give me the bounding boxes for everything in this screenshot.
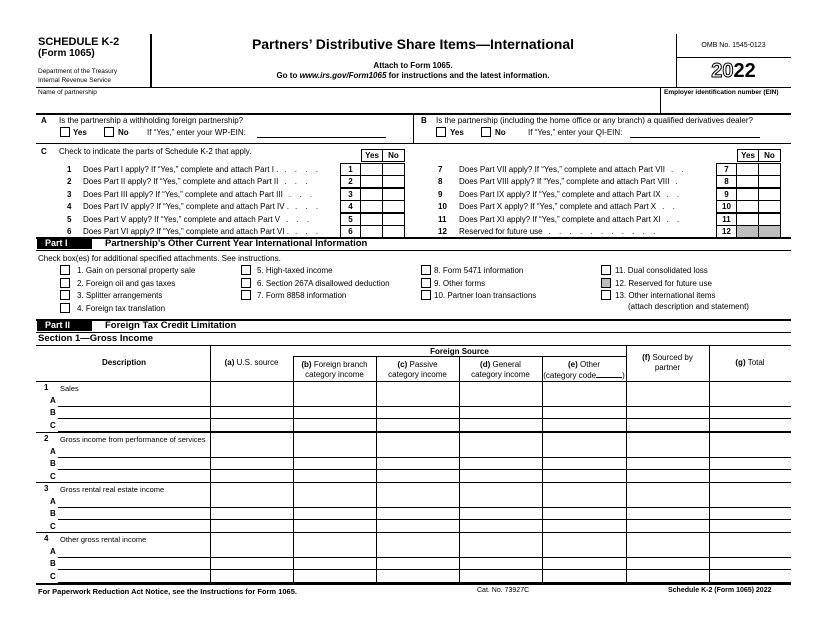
ein-label: Employer identification number (EIN) bbox=[664, 89, 779, 96]
col-a-header: (a) U.S. source bbox=[224, 358, 279, 367]
schedule-name: SCHEDULE K-2 bbox=[38, 36, 120, 48]
c-item-number: 10 bbox=[438, 202, 447, 211]
amount-cell[interactable] bbox=[710, 445, 791, 457]
footer-form-id: Schedule K-2 (Form 1065) 2022 bbox=[668, 587, 772, 594]
income-sub-letter: A bbox=[50, 547, 56, 556]
amount-cell[interactable] bbox=[294, 394, 376, 406]
income-sub-letter: A bbox=[50, 396, 56, 405]
amount-cell[interactable] bbox=[211, 545, 293, 557]
amount-cell[interactable] bbox=[543, 495, 626, 507]
amount-cell[interactable] bbox=[460, 470, 542, 482]
b-if-yes-label: If “Yes,” enter your QI-EIN: bbox=[528, 128, 623, 137]
amount-cell[interactable] bbox=[211, 495, 293, 507]
c-line-number-box: 6 bbox=[340, 225, 361, 238]
section1-title: Section 1—Gross Income bbox=[38, 333, 154, 344]
amount-cell[interactable] bbox=[543, 507, 626, 519]
amount-cell[interactable] bbox=[543, 457, 626, 469]
c-item-question: Does Part II apply? If “Yes,” complete and attach Part II . . . bbox=[83, 177, 311, 186]
b-yes-label: Yes bbox=[450, 128, 464, 137]
amount-cell[interactable] bbox=[710, 495, 791, 507]
tax-year: 2022 bbox=[711, 60, 756, 82]
col-g-header: (g) Total bbox=[735, 358, 765, 367]
c-item-question: Does Part VI apply? If “Yes,” complete and attach Part VI . . . . bbox=[83, 227, 322, 236]
amount-cell[interactable] bbox=[710, 406, 791, 418]
amount-cell[interactable] bbox=[460, 445, 542, 457]
c-no-checkbox[interactable] bbox=[383, 175, 405, 188]
amount-cell[interactable] bbox=[627, 445, 709, 457]
section-b-letter: B bbox=[421, 116, 427, 125]
c-item-question: Does Part VIII apply? If “Yes,” complete and attach Part VIII . bbox=[459, 177, 681, 186]
amount-cell[interactable] bbox=[211, 406, 293, 418]
section-c-letter: C bbox=[41, 147, 47, 156]
amount-cell[interactable] bbox=[710, 507, 791, 519]
amount-cell[interactable] bbox=[543, 445, 626, 457]
attachment-checkbox[interactable] bbox=[241, 278, 251, 288]
part1-instruction: Check box(es) for additional specified attachments. See instructions. bbox=[38, 254, 281, 263]
part2-label: Part II bbox=[37, 320, 92, 331]
amount-cell[interactable] bbox=[211, 507, 293, 519]
attachment-checkbox[interactable] bbox=[601, 265, 611, 275]
attachment-checkbox[interactable] bbox=[601, 290, 611, 300]
amount-cell[interactable] bbox=[627, 419, 709, 431]
form-number: (Form 1065) bbox=[38, 48, 95, 59]
attachment-label: 6. Section 267A disallowed deduction bbox=[257, 279, 390, 288]
ein-field[interactable] bbox=[664, 97, 789, 112]
amount-cell[interactable] bbox=[294, 457, 376, 469]
attachment-checkbox[interactable] bbox=[421, 290, 431, 300]
amount-cell[interactable] bbox=[710, 457, 791, 469]
attachment-checkbox[interactable] bbox=[60, 303, 70, 313]
amount-cell[interactable] bbox=[627, 557, 709, 569]
attachment-label: 11. Dual consolidated loss bbox=[615, 266, 708, 275]
amount-cell[interactable] bbox=[377, 545, 459, 557]
c-line-number-box: 12 bbox=[716, 225, 737, 238]
c-item-number: 1 bbox=[67, 165, 72, 174]
amount-cell[interactable] bbox=[294, 507, 376, 519]
c-left-no-header: No bbox=[383, 149, 405, 162]
amount-cell[interactable] bbox=[294, 419, 376, 431]
form-title: Partners’ Distributive Share Items—International bbox=[251, 36, 575, 52]
c-item-number: 11 bbox=[438, 215, 447, 224]
amount-cell[interactable] bbox=[377, 445, 459, 457]
income-sub-letter: C bbox=[50, 572, 56, 581]
amount-cell[interactable] bbox=[460, 557, 542, 569]
c-line-number-box: 1 bbox=[340, 163, 361, 176]
amount-cell[interactable] bbox=[543, 520, 626, 532]
income-sub-letter: B bbox=[50, 509, 56, 518]
amount-cell[interactable] bbox=[543, 557, 626, 569]
amount-cell[interactable] bbox=[377, 507, 459, 519]
amount-cell[interactable] bbox=[543, 570, 626, 582]
attachment-checkbox[interactable] bbox=[421, 278, 431, 288]
c-item-question: Reserved for future use . . . . . . . . . . . bbox=[459, 227, 659, 236]
amount-cell[interactable] bbox=[377, 394, 459, 406]
foreign-source-header: Foreign Source bbox=[430, 347, 489, 356]
col-f-header: (f) Sourced by partner bbox=[642, 353, 693, 372]
amount-cell[interactable] bbox=[710, 545, 791, 557]
amount-cell[interactable] bbox=[294, 495, 376, 507]
a-yes-checkbox[interactable] bbox=[60, 127, 70, 137]
income-sub-letter: C bbox=[50, 421, 56, 430]
c-line-number-box: 9 bbox=[716, 188, 737, 201]
amount-cell[interactable] bbox=[377, 570, 459, 582]
income-sub-letter: A bbox=[50, 447, 56, 456]
c-item-question: Does Part IX apply? If “Yes,” complete and attach Part IX . . bbox=[459, 190, 683, 199]
c-item-question: Does Part X apply? If “Yes,” complete and attach Part X . . bbox=[459, 202, 678, 211]
c-line-number-box: 2 bbox=[340, 175, 361, 188]
amount-cell[interactable] bbox=[710, 557, 791, 569]
part1-label: Part I bbox=[37, 238, 92, 249]
c-item-question: Does Part I apply? If “Yes,” complete and attach Part I . . . . . bbox=[83, 165, 321, 174]
c-yes-checkbox[interactable] bbox=[361, 175, 383, 188]
paperwork-notice: For Paperwork Reduction Act Notice, see the Instructions for Form 1065. bbox=[38, 587, 297, 596]
amount-cell[interactable] bbox=[377, 457, 459, 469]
b-no-label: No bbox=[495, 128, 506, 137]
amount-cell[interactable] bbox=[543, 470, 626, 482]
amount-cell[interactable] bbox=[710, 419, 791, 431]
amount-cell[interactable] bbox=[377, 419, 459, 431]
amount-cell[interactable] bbox=[377, 520, 459, 532]
amount-cell[interactable] bbox=[627, 570, 709, 582]
c-line-number-box: 5 bbox=[340, 213, 361, 226]
col-b-header: (b) Foreign branch category income bbox=[301, 360, 368, 379]
c-yes-checkbox[interactable] bbox=[737, 175, 759, 188]
amount-cell[interactable] bbox=[211, 520, 293, 532]
section-c-intro: Check to indicate the parts of Schedule K-2 that apply. bbox=[59, 147, 252, 156]
c-yes-checkbox[interactable] bbox=[737, 200, 759, 213]
c-item-number: 2 bbox=[67, 177, 72, 186]
amount-cell[interactable] bbox=[211, 419, 293, 431]
attach-instruction: Attach to Form 1065. bbox=[373, 61, 453, 70]
amount-cell[interactable] bbox=[460, 406, 542, 418]
department-line2: Internal Revenue Service bbox=[38, 77, 111, 84]
income-line-label: Gross rental real estate income bbox=[60, 485, 165, 494]
wp-ein-input[interactable] bbox=[257, 137, 386, 138]
amount-cell[interactable] bbox=[294, 445, 376, 457]
amount-cell[interactable] bbox=[627, 394, 709, 406]
c-item-question: Does Part V apply? If “Yes,” complete and attach Part V . . . bbox=[83, 215, 313, 224]
amount-cell[interactable] bbox=[460, 495, 542, 507]
qi-ein-input[interactable] bbox=[630, 137, 760, 138]
amount-cell[interactable] bbox=[294, 545, 376, 557]
a-if-yes-label: If “Yes,” enter your WP-EIN: bbox=[147, 128, 246, 137]
reserved-checkbox bbox=[601, 278, 611, 288]
amount-cell[interactable] bbox=[294, 406, 376, 418]
attachment-label: 2. Foreign oil and gas taxes bbox=[77, 279, 176, 288]
section-a-question: Is the partnership a withholding foreign partnership? bbox=[59, 116, 244, 125]
income-line-label: Sales bbox=[60, 384, 79, 393]
department-line1: Department of the Treasury bbox=[38, 68, 118, 75]
c-item-number: 5 bbox=[67, 215, 72, 224]
amount-cell[interactable] bbox=[460, 570, 542, 582]
attachment-checkbox[interactable] bbox=[241, 290, 251, 300]
col-e-header: (e) Other (category code ) bbox=[543, 360, 625, 380]
c-line-number-box: 7 bbox=[716, 163, 737, 176]
a-no-label: No bbox=[118, 128, 129, 137]
amount-cell[interactable] bbox=[543, 545, 626, 557]
amount-cell[interactable] bbox=[627, 470, 709, 482]
income-line-number: 4 bbox=[44, 534, 49, 543]
part1-item13-note: (attach description and statement) bbox=[628, 302, 749, 311]
c-item-number: 3 bbox=[67, 190, 72, 199]
c-line-number-box: 3 bbox=[340, 188, 361, 201]
amount-cell[interactable] bbox=[377, 557, 459, 569]
amount-cell[interactable] bbox=[211, 445, 293, 457]
amount-cell[interactable] bbox=[460, 545, 542, 557]
attachment-label: 5. High-taxed income bbox=[257, 266, 333, 275]
amount-cell[interactable] bbox=[294, 570, 376, 582]
c-no-checkbox[interactable] bbox=[759, 200, 781, 213]
c-no-checkbox[interactable] bbox=[383, 200, 405, 213]
amount-cell[interactable] bbox=[710, 520, 791, 532]
c-item-question: Does Part III apply? If “Yes,” complete and attach Part III . . . bbox=[83, 190, 315, 199]
attachment-label: 3. Splitter arrangements bbox=[77, 291, 163, 300]
attachment-label: 1. Gain on personal property sale bbox=[77, 266, 196, 275]
c-item-number: 4 bbox=[67, 202, 72, 211]
attachment-label: 8. Form 5471 information bbox=[434, 266, 524, 275]
c-yes-checkbox[interactable] bbox=[361, 200, 383, 213]
amount-cell[interactable] bbox=[460, 419, 542, 431]
attachment-label: 12. Reserved for future use bbox=[615, 279, 712, 288]
c-item-number: 12 bbox=[438, 227, 447, 236]
attachment-checkbox[interactable] bbox=[421, 265, 431, 275]
col-d-header: (d) General category income bbox=[471, 360, 530, 379]
income-sub-letter: C bbox=[50, 522, 56, 531]
amount-cell[interactable] bbox=[627, 520, 709, 532]
col-c-header: (c) Passive category income bbox=[388, 360, 447, 379]
c-left-yes-header: Yes bbox=[361, 149, 383, 162]
income-sub-letter: B bbox=[50, 408, 56, 417]
attachment-label: 7. Form 8858 information bbox=[257, 291, 347, 300]
income-sub-letter: A bbox=[50, 497, 56, 506]
col-description-header: Description bbox=[101, 358, 146, 367]
amount-cell[interactable] bbox=[543, 406, 626, 418]
c-item-question: Does Part VII apply? If “Yes,” complete and attach Part VII . . bbox=[459, 165, 687, 174]
section-a-letter: A bbox=[41, 116, 47, 125]
irs-url-link[interactable]: www.irs.gov/Form1065 bbox=[299, 71, 387, 80]
amount-cell[interactable] bbox=[211, 457, 293, 469]
a-no-checkbox[interactable] bbox=[104, 127, 114, 137]
c-line-number-box: 8 bbox=[716, 175, 737, 188]
a-yes-label: Yes bbox=[73, 128, 87, 137]
amount-cell[interactable] bbox=[294, 470, 376, 482]
cat-number: Cat. No. 73927C bbox=[477, 587, 530, 594]
income-line-number: 3 bbox=[44, 484, 49, 493]
amount-cell[interactable] bbox=[211, 470, 293, 482]
amount-cell[interactable] bbox=[710, 470, 791, 482]
amount-cell[interactable] bbox=[294, 557, 376, 569]
amount-cell[interactable] bbox=[627, 457, 709, 469]
c-item-number: 9 bbox=[438, 190, 443, 199]
amount-cell[interactable] bbox=[377, 470, 459, 482]
amount-cell[interactable] bbox=[460, 457, 542, 469]
attachment-checkbox[interactable] bbox=[241, 265, 251, 275]
amount-cell[interactable] bbox=[627, 406, 709, 418]
amount-cell[interactable] bbox=[627, 507, 709, 519]
section-b-question: Is the partnership (including the home office or any branch) a qualified derivatives dealer? bbox=[436, 116, 753, 125]
attachment-checkbox[interactable] bbox=[60, 290, 70, 300]
c-line-number-box: 11 bbox=[716, 213, 737, 226]
income-line-number: 2 bbox=[44, 434, 49, 443]
c-item-number: 6 bbox=[67, 227, 72, 236]
partnership-name-label: Name of partnership bbox=[38, 89, 97, 96]
c-item-number: 8 bbox=[438, 177, 443, 186]
attachment-label: 10. Partner loan transactions bbox=[434, 291, 537, 300]
c-item-question: Does Part IV apply? If “Yes,” complete and attach Part IV . . . . bbox=[83, 202, 322, 211]
c-item-question: Does Part XI apply? If “Yes,” complete and attach Part XI . . bbox=[459, 215, 683, 224]
omb-number: OMB No. 1545-0123 bbox=[701, 42, 766, 49]
part2-title: Foreign Tax Credit Limitation bbox=[105, 320, 237, 331]
income-sub-letter: B bbox=[50, 459, 56, 468]
amount-cell[interactable] bbox=[543, 419, 626, 431]
partnership-name-field[interactable] bbox=[38, 96, 656, 112]
amount-cell[interactable] bbox=[294, 520, 376, 532]
amount-cell[interactable] bbox=[460, 394, 542, 406]
goto-instruction: Go to www.irs.gov/Form1065 for instructions and the latest information. bbox=[276, 71, 550, 80]
amount-cell[interactable] bbox=[627, 545, 709, 557]
amount-cell[interactable] bbox=[460, 507, 542, 519]
c-line-number-box: 10 bbox=[716, 200, 737, 213]
income-line-label: Gross income from performance of services bbox=[60, 435, 206, 444]
c-right-yes-header: Yes bbox=[737, 149, 759, 162]
c-no-checkbox[interactable] bbox=[759, 175, 781, 188]
amount-cell[interactable] bbox=[710, 570, 791, 582]
category-code-input[interactable] bbox=[596, 370, 622, 378]
attachment-checkbox[interactable] bbox=[60, 265, 70, 275]
amount-cell[interactable] bbox=[543, 394, 626, 406]
income-sub-letter: B bbox=[50, 559, 56, 568]
amount-cell[interactable] bbox=[460, 520, 542, 532]
c-line-number-box: 4 bbox=[340, 200, 361, 213]
attachment-label: 13. Other international items bbox=[615, 291, 716, 300]
amount-cell[interactable] bbox=[377, 495, 459, 507]
b-no-checkbox[interactable] bbox=[481, 127, 491, 137]
b-yes-checkbox[interactable] bbox=[436, 127, 446, 137]
income-sub-letter: C bbox=[50, 472, 56, 481]
amount-cell[interactable] bbox=[627, 495, 709, 507]
income-line-label: Other gross rental income bbox=[60, 535, 147, 544]
amount-cell[interactable] bbox=[710, 394, 791, 406]
amount-cell[interactable] bbox=[211, 557, 293, 569]
part1-title: Partnership’s Other Current Year International Information bbox=[105, 238, 368, 249]
amount-cell[interactable] bbox=[211, 394, 293, 406]
amount-cell[interactable] bbox=[377, 406, 459, 418]
amount-cell[interactable] bbox=[211, 570, 293, 582]
c-item-number: 7 bbox=[438, 165, 443, 174]
attachment-label: 9. Other forms bbox=[434, 279, 486, 288]
income-line-number: 1 bbox=[44, 383, 49, 392]
attachment-checkbox[interactable] bbox=[60, 278, 70, 288]
c-right-no-header: No bbox=[759, 149, 781, 162]
attachment-label: 4. Foreign tax translation bbox=[77, 304, 166, 313]
